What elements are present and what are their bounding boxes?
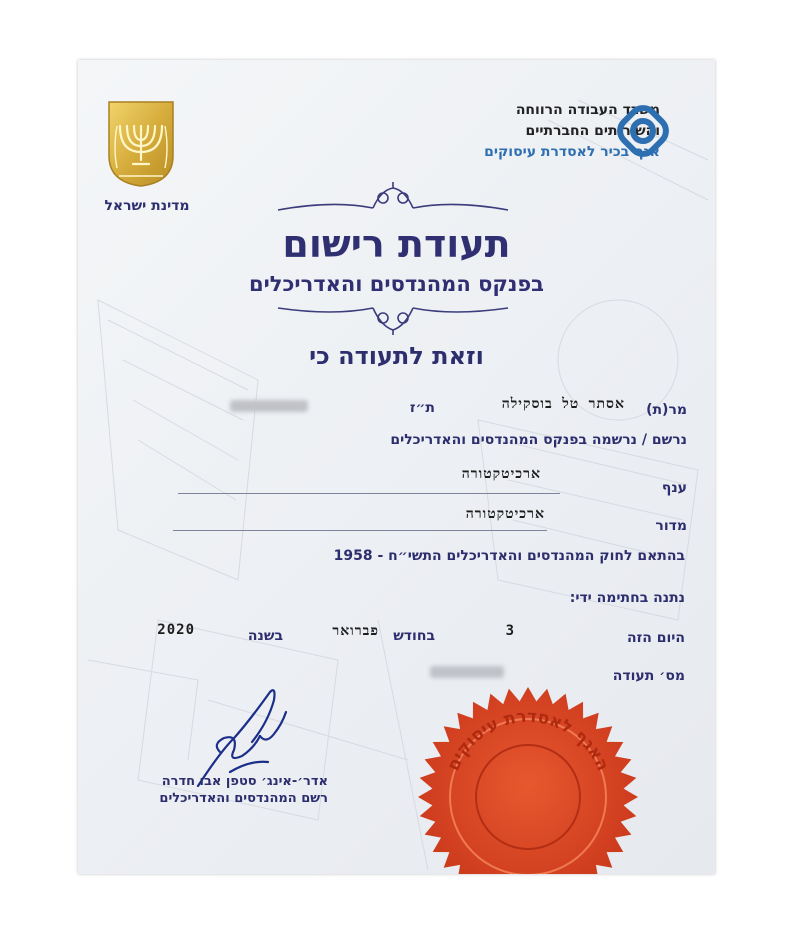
- law-text: בהתאם לחוק המהנדסים והאדריכלים התשי״ח - 1958: [333, 548, 685, 564]
- registered-text: נרשם / נרשמה בפנקס המהנדסים והאדריכלים: [390, 432, 687, 448]
- id-label: ת״ז: [409, 400, 435, 416]
- person-name: אסתר טל בוסקילה: [501, 396, 625, 412]
- year-label: בשנה: [247, 628, 283, 644]
- signed-by-label: נתנה בחתימה ידי:: [569, 590, 685, 606]
- day-value: 3: [505, 623, 515, 639]
- day-label: היום הזה: [626, 630, 685, 646]
- redacted-cert-number: [430, 666, 504, 678]
- israel-emblem-icon: [105, 98, 177, 188]
- signatory-name: אדר׳-אינג׳ סטפן אבו חדרה: [161, 774, 328, 789]
- section-label: מדור: [655, 518, 687, 534]
- signatory-role: רשם המהנדסים והאדריכלים: [159, 791, 328, 806]
- month-label: בחודש: [393, 628, 435, 644]
- seal-text: האגף לאסדרת עיסוקים: [443, 706, 613, 774]
- agency-name: אגף בכיר לאסדרת עיסוקים: [484, 144, 660, 160]
- certificate-title: תעודת רישום: [282, 222, 511, 266]
- ministry-line-1: משרד העבודה הרווחה: [515, 102, 660, 118]
- branch-label: ענף: [661, 480, 687, 496]
- cert-number-label: מס׳ תעודה: [612, 668, 685, 684]
- certificate-paper: [78, 60, 715, 874]
- certify-heading: וזאת לתעודה כי: [309, 342, 484, 370]
- month-value: פברואר: [332, 623, 379, 639]
- signatory-block: [138, 773, 328, 807]
- branch-value: ארכיטקטורה: [461, 466, 541, 482]
- branch-underline: [178, 493, 560, 494]
- redacted-id: [230, 400, 308, 412]
- certificate-subtitle: בפנקס המהנדסים והאדריכלים: [249, 272, 544, 296]
- bottom-ornament-icon: [273, 300, 513, 336]
- person-label: מר(ת): [646, 402, 687, 418]
- top-ornament-icon: [273, 180, 513, 216]
- section-value: ארכיטקטורה: [465, 506, 545, 522]
- ministry-logo-icon: [614, 102, 672, 160]
- state-name: מדינת ישראל: [104, 198, 190, 214]
- ministry-line-2: והשירותים החברתיים: [525, 123, 660, 139]
- section-underline: [173, 530, 547, 531]
- year-value: 2020: [157, 622, 195, 638]
- official-seal: [413, 682, 643, 874]
